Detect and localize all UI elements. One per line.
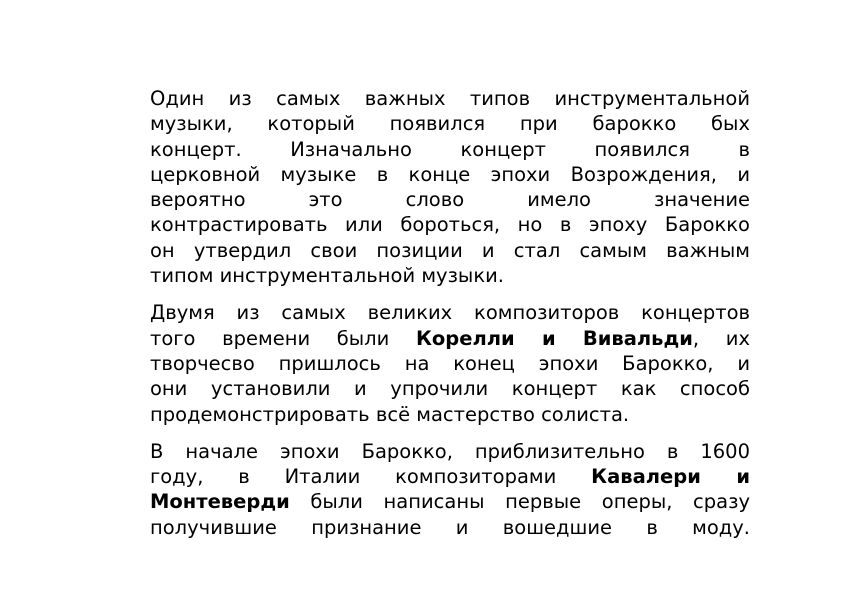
paragraph-2	[150, 300, 750, 426]
paragraph-3-line-2-text: году, в Италии композиторами	[150, 465, 592, 489]
paragraph-1-line-8: типом инструментальной музыки.	[150, 264, 504, 288]
paragraph-2-line-2-text: того времени были	[150, 326, 416, 350]
composer-cavalieri: Кавалери и	[591, 465, 750, 489]
text-block	[150, 86, 750, 552]
paragraph-1-line-7: он утвердил свои позиции и стал самым важным	[150, 238, 750, 262]
paragraph-3-line-3-text: были написаны первые оперы, сразу	[289, 490, 750, 514]
paragraph-2-line-2	[150, 326, 750, 351]
paragraph-1-line-2: музыки, который появился при барокко бых	[150, 112, 750, 136]
paragraph-2-line-1: Двумя из самых великих композиторов концертов	[150, 301, 750, 325]
paragraph-2-line-2-tail: , их	[692, 326, 750, 350]
paragraph-2-line-3: творчесво пришлось на конец эпохи Барокко, и	[150, 351, 750, 375]
paragraph-3-line-4: получившие признание и вошедшие в моду.	[150, 515, 750, 539]
paragraph-3-line-2	[150, 464, 750, 489]
paragraph-1-line-5: вероятно это слово имело значение	[150, 188, 750, 212]
paragraph-3	[150, 439, 750, 540]
paragraph-3-line-3	[150, 489, 750, 514]
composer-monteverdi: Монтеверди	[150, 490, 290, 514]
paragraph-2-line-5: продемонстрировать всё мастерство солиста.	[150, 402, 630, 426]
paragraph-1-line-1: Один из самых важных типов инструментальной	[150, 87, 750, 110]
paragraph-1-line-6: контрастировать или бороться, но в эпоху Барокко	[150, 213, 750, 237]
paragraph-2-line-4: они установили и упрочили концерт как способ	[150, 377, 750, 401]
paragraph-1	[150, 86, 750, 288]
paragraph-1-line-3: концерт. Изначально концерт появился в	[150, 137, 750, 161]
paragraph-3-line-1: В начале эпохи Барокко, приблизительно в 1600	[150, 439, 750, 463]
composers-corelli-vivaldi: Корелли и Вивальди	[415, 326, 693, 350]
paragraph-1-line-4: церковной музыке в конце эпохи Возрождения, и	[150, 162, 750, 186]
